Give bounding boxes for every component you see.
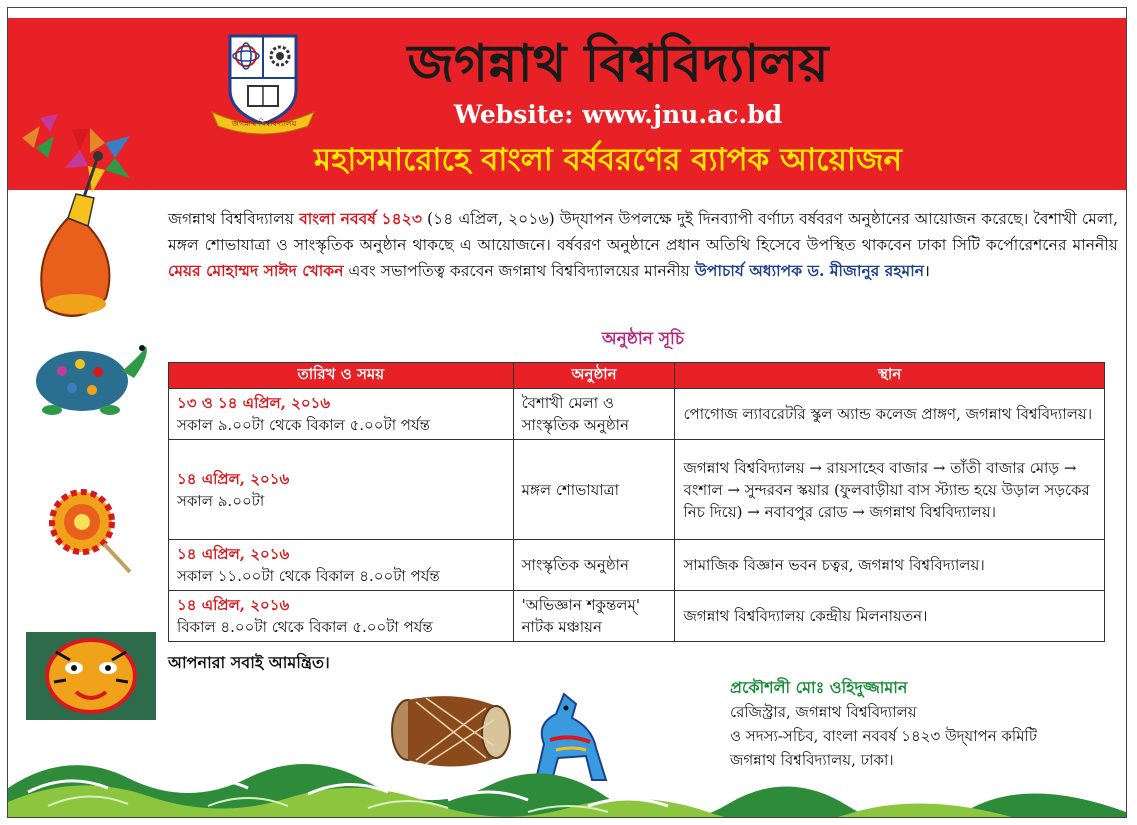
invitation-text: আপনারা সবাই আমন্ত্রিত। [168, 653, 330, 672]
signatory-title-1: রেজিস্ট্রার, জগন্নাথ বিশ্ববিদ্যালয় [730, 703, 917, 721]
venue-cell: জগন্নাথ বিশ্ববিদ্যালয় কেন্দ্রীয় মিলনায়তন। [675, 591, 1105, 642]
date-time-cell [169, 540, 514, 591]
date-time-cell [169, 440, 514, 540]
tiger-mask-decoration [26, 632, 156, 720]
advertisement-page [7, 7, 1127, 818]
venue-cell: জগন্নাথ বিশ্ববিদ্যালয় → রায়সাহেব বাজার → তাঁতী বাজার মোড় → বংশাল → সুন্দরবন স্কয়ার (ফুলবাড়ীয়া বাস স্ট্যান্ড হয়ে উড়াল সড়কের নিচ দিয়ে) → নবাবপুর রোড → জগন্নাথ বিশ্ববিদ্যালয়। [675, 440, 1105, 540]
signatory-name: প্রকৌশলী মোঃ ওহিদুজ্জামান [730, 678, 908, 697]
schedule-table [168, 362, 1105, 642]
header-event: অনুষ্ঠান [513, 363, 675, 389]
tagline: মহাসমারোহে বাংলা বর্ষবরণের ব্যাপক আয়োজন [313, 142, 903, 178]
event-time: বিকাল ৪.০০টা থেকে বিকাল ৫.০০টা পর্যন্ত [177, 618, 433, 636]
turtle-decoration [22, 326, 152, 426]
venue-cell: সামাজিক বিজ্ঞান ভবন চত্বর, জগন্নাথ বিশ্ববিদ্যালয়। [675, 540, 1105, 591]
pinwheel-ektara-decoration [10, 108, 160, 338]
venue-cell: পোগোজ ল্যাবরেটরি স্কুল অ্যান্ড কলেজ প্রাঙ্গণ, জগন্নাথ বিশ্ববিদ্যালয়। [675, 389, 1105, 440]
signatory-title-2: ও সদস্য-সচিব, বাংলা নববর্ষ ১৪২৩ উদ্‌যাপন কমিটি [730, 727, 1038, 745]
event-time: সকাল ৯.০০টা থেকে বিকাল ৫.০০টা পর্যন্ত [177, 416, 430, 434]
table-row [169, 440, 1105, 540]
event-date: ১৪ এপ্রিল, ২০১৬ [177, 469, 290, 488]
vice-chancellor-name: উপাচার্য অধ্যাপক ড. মীজানুর রহমান [694, 261, 925, 280]
signatory-title-3: জগন্নাথ বিশ্ববিদ্যালয়, ঢাকা। [730, 751, 894, 769]
header-date-time: তারিখ ও সময় [169, 363, 514, 389]
table-row [169, 389, 1105, 440]
chief-guest-name: মেয়র মোহাম্মদ সাঈদ খোকন [168, 261, 344, 280]
event-cell: বৈশাখী মেলা ও সাংস্কৃতিক অনুষ্ঠান [513, 389, 675, 440]
table-row [169, 540, 1105, 591]
event-cell: সাংস্কৃতিক অনুষ্ঠান [513, 540, 675, 591]
table-row [169, 591, 1105, 642]
event-time: সকাল ১১.০০টা থেকে বিকাল ৪.০০টা পর্যন্ত [177, 567, 440, 585]
event-date: ১৪ এপ্রিল, ২০১৬ [177, 545, 290, 563]
date-time-cell [169, 389, 514, 440]
bottom-wave-decoration [8, 748, 1126, 818]
intro-paragraph: জগন্নাথ বিশ্ববিদ্যালয় বাংলা নববর্ষ ১৪২৩ (১৪ এপ্রিল, ২০১৬) উদ্‌যাপন উপলক্ষে দুই দিনব্যাপী বর্ণাঢ্য বর্ষবরণ অনুষ্ঠানের আয়োজন করেছে। বৈশাখী মেলা, মঙ্গল শোভাযাত্রা ও সাংস্কৃতিক অনুষ্ঠান থাকছে এ আয়োজনে। বর্ষবরণ অনুষ্ঠানে প্রধান অতিথি হিসেবে উপস্থিত থাকবেন ঢাকা সিটি কর্পোরেশনের মাননীয় মেয়র মোহাম্মদ সাঈদ খোকন এবং সভাপতিত্ব করবেন জগন্নাথ বিশ্ববিদ্যালয়ের মাননীয় উপাচার্য অধ্যাপক ড. মীজানুর রহমান। [168, 209, 1118, 280]
schedule-title: অনুষ্ঠান সূচি [601, 329, 685, 349]
new-year-highlight: বাংলা নববর্ষ ১৪২৩ [299, 209, 422, 228]
event-cell: 'অভিজ্ঞান শকুন্তলম্‌' নাটক মঞ্চায়ন [513, 591, 675, 642]
event-time: সকাল ৯.০০টা [177, 491, 265, 510]
schedule-header-row [169, 363, 1105, 389]
date-time-cell [169, 591, 514, 642]
logo-caption: জগন্নাথ বিশ্ববিদ্যালয় [231, 119, 297, 128]
event-date: ১৩ ও ১৪ এপ্রিল, ২০১৬ [177, 394, 331, 412]
university-title: জগন্নাথ বিশ্ববিদ্যালয় [407, 33, 829, 94]
header-venue: স্থান [675, 363, 1105, 389]
event-date: ১৪ এপ্রিল, ২০১৬ [177, 596, 290, 614]
sun-fan-decoration [36, 476, 136, 576]
event-cell: মঙ্গল শোভাযাত্রা [513, 440, 675, 540]
website-text: Website: www.jnu.ac.bd [453, 100, 783, 129]
